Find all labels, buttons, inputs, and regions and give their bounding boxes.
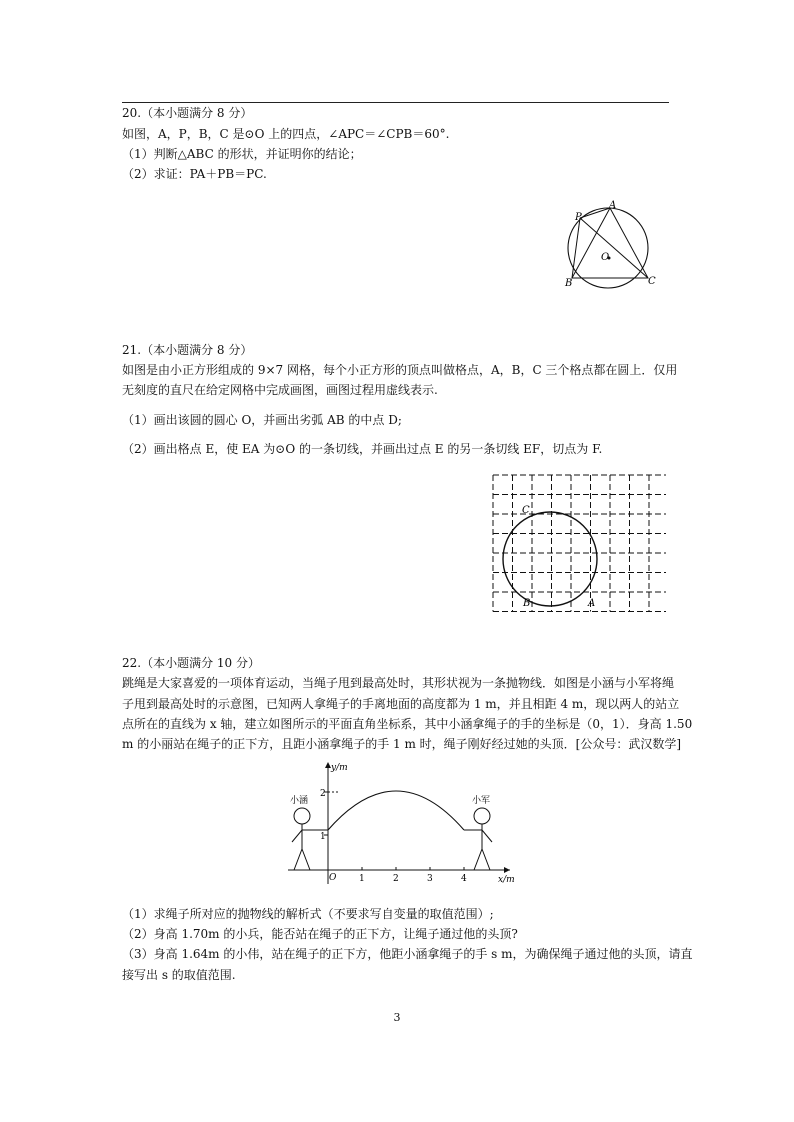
q21-label-b: B [523, 598, 531, 609]
q21-part2: （2）画出格点 E，使 EA 为⊙O 的一条切线，并画出过点 E 的另一条切线 EF，切点为 F. [122, 442, 603, 456]
q22-heading: 22.（本小题满分 10 分） [122, 656, 260, 670]
q22-rope-figure [278, 758, 518, 893]
q21-grid-figure [490, 472, 666, 616]
q22-rope-parabola [328, 791, 464, 830]
q22-ytick-label: 2 [320, 789, 326, 799]
q22-stem-line4: m 的小丽站在绳子的正下方，且距小涵拿绳子的手 1 m 时，绳子刚好经过她的头顶．[公众号：武汉数学] [122, 737, 682, 751]
q22-xtick-label: 3 [427, 874, 433, 884]
q22-person-left-label: 小涵 [290, 796, 309, 806]
q20-label-a: A [609, 200, 617, 211]
q20-label-b: B [565, 278, 573, 289]
q20-heading: 20.（本小题满分 8 分） [122, 106, 253, 120]
q20-segment-pb [572, 218, 580, 278]
q21-dashed-grid [493, 475, 666, 612]
q22-ylabel: y/m [331, 763, 348, 773]
q21-stem-line1: 如图是由小正方形组成的 9×7 网格，每个小正方形的顶点叫做格点，A，B，C 三个格点都在圆上．仅用 [122, 363, 678, 377]
q22-xtick-label: 1 [359, 874, 365, 884]
q22-ytick-label: 1 [320, 832, 326, 842]
q21-part1: （1）画出该圆的圆心 O，并画出劣弧 AB 的中点 D; [122, 413, 402, 427]
q20-label-c: C [648, 276, 656, 287]
q20-circle-figure [560, 198, 665, 296]
q22-x-arrow [504, 867, 510, 873]
page-number: 3 [393, 1011, 401, 1024]
q20-stem: 如图，A，P，B，C 是⊙O 上的四点，∠APC＝∠CPB＝60°. [122, 127, 450, 141]
q20-label-p: P [575, 212, 582, 223]
q20-label-o: O [601, 252, 610, 263]
q22-xlabel: x/m [498, 875, 515, 885]
q22-part1: （1）求绳子所对应的抛物线的解析式（不要求写自变量的取值范围）; [122, 907, 494, 921]
q22-xtick-label: 2 [393, 874, 399, 884]
q21-label-a: A [588, 598, 596, 609]
q22-part2: （2）身高 1.70m 的小兵，能否站在绳子的正下方，让绳子通过他的头顶? [122, 927, 518, 941]
q20-part2: （2）求证：PA＋PB＝PC. [122, 167, 267, 181]
q20-segment-pc [580, 218, 648, 278]
q22-origin: O [329, 873, 337, 883]
q22-part3-line2: 接写出 s 的取值范围. [122, 968, 236, 982]
q22-person-right [464, 808, 492, 870]
q22-stem-line1: 跳绳是大家喜爱的一项体育运动，当绳子甩到最高处时，其形状视为一条抛物线．如图是小涵与小军将绳 [122, 676, 675, 690]
q21-stem-line2: 无刻度的直尺在给定网格中完成画图，画图过程用虚线表示. [122, 383, 438, 397]
q21-label-c: C [522, 505, 530, 516]
header-rule [122, 102, 669, 103]
q22-stem-line2: 子甩到最高处时的示意图，已知两人拿绳子的手离地面的高度都为 1 m，并且相距 4 m，现以两人的站立 [122, 697, 680, 711]
q21-heading: 21.（本小题满分 8 分） [122, 343, 253, 357]
q22-part3-line1: （3）身高 1.64m 的小伟，站在绳子的正下方，他距小涵拿绳子的手 s m，为确保绳子通过他的头顶，请直 [122, 947, 693, 961]
q22-person-right-label: 小军 [472, 796, 491, 806]
q22-stem-line3: 点所在的直线为 x 轴，建立如图所示的平面直角坐标系，其中小涵拿绳子的手的坐标是（0，1）．身高 1.50 [122, 717, 693, 731]
q20-part1: （1）判断△ABC 的形状，并证明你的结论； [122, 147, 362, 161]
q22-xtick-label: 4 [461, 874, 467, 884]
